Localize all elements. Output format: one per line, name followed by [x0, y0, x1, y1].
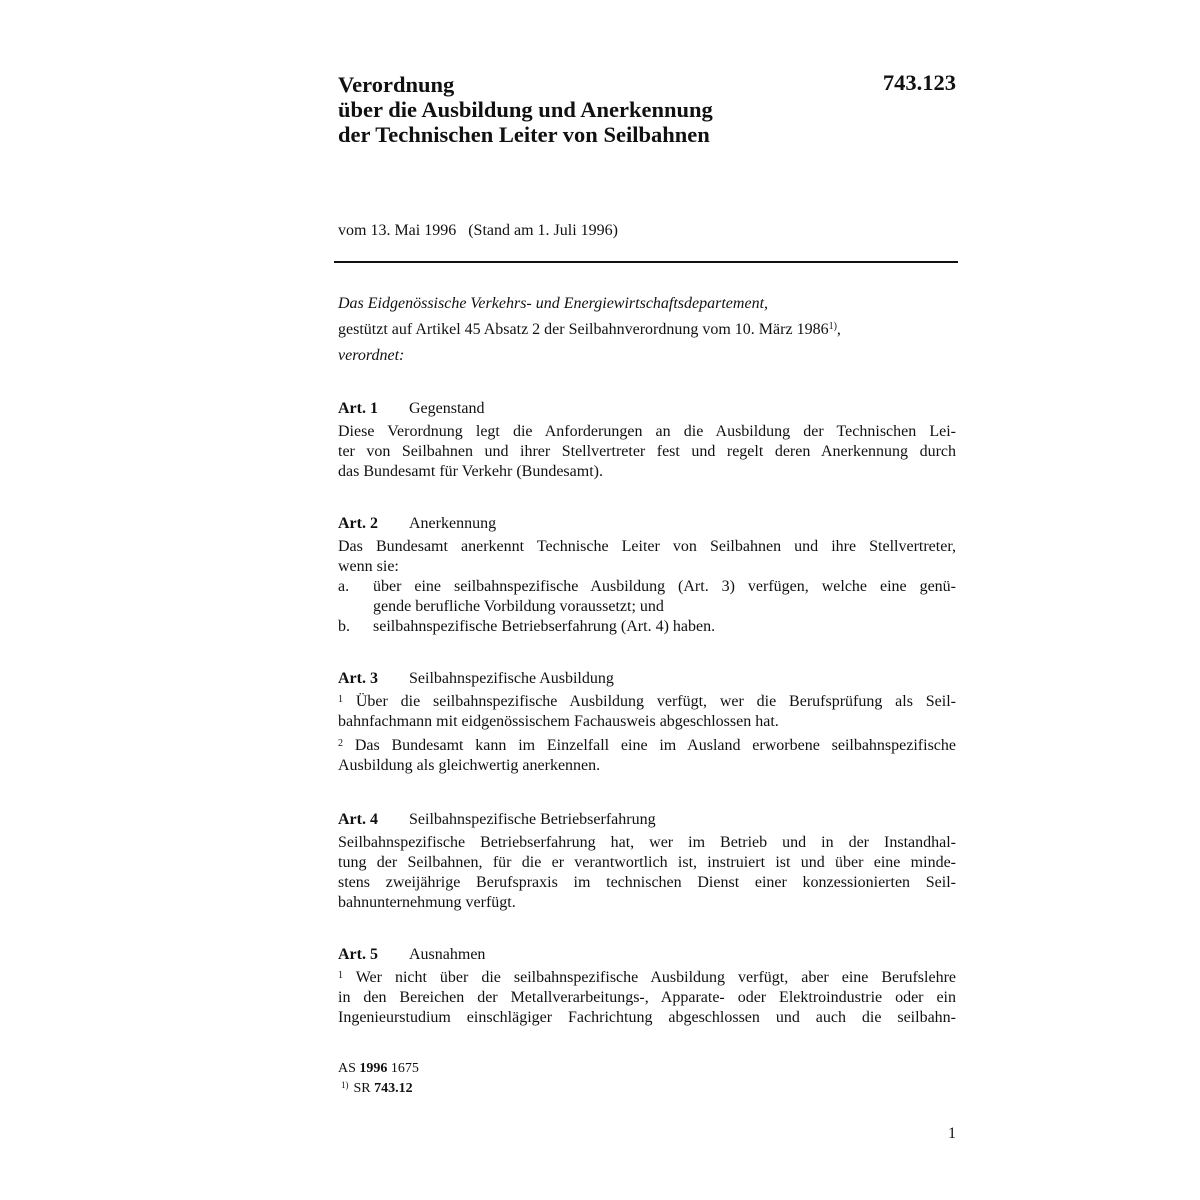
list-item-b — [338, 617, 956, 637]
paragraph-number: 1 — [338, 970, 343, 981]
page-number: 1 — [948, 1125, 956, 1142]
text-line: in den Bereichen der Metallverarbeitungs-, Apparate- oder Elektroindustrie oder ein — [338, 989, 956, 1006]
text-line: gende berufliche Vorbildung voraussetzt; und — [373, 598, 664, 615]
legal-basis-suffix: , — [836, 321, 841, 338]
text-line: bahnunternehmung verfügt. — [338, 894, 516, 911]
article-2 — [338, 514, 956, 637]
article-title: Ausnahmen — [409, 946, 486, 963]
enacting-authority: Das Eidgenössische Verkehrs- und Energiewirtschaftsdepartement, — [338, 295, 769, 312]
text-line: stens zweijährige Berufspraxis im technischen Dienst einer konzessionierten Seil- — [338, 874, 956, 891]
footnote-ref: 743.12 — [374, 1081, 413, 1096]
list-item-text — [373, 577, 956, 617]
footnote-reference[interactable]: 1) — [828, 321, 837, 332]
as-prefix: AS — [338, 1061, 356, 1076]
decree-formula: verordnet: — [338, 347, 405, 364]
footnote-mark: 1) — [341, 1080, 349, 1090]
text-line: Seilbahnspezifische Betriebserfahrung hat, wer im Betrieb und in der Instandhal- — [338, 834, 956, 851]
article-heading — [338, 399, 956, 419]
article-number: Art. 5 — [338, 946, 378, 963]
list-item-text — [373, 617, 956, 637]
text-line: über eine seilbahnspezifische Ausbildung (Art. 3) verfügen, welche eine genü- — [373, 578, 956, 595]
article-title: Seilbahnspezifische Ausbildung — [409, 670, 614, 687]
official-compilation-reference — [338, 1059, 419, 1079]
article-heading — [338, 669, 956, 689]
legal-basis-text: gestützt auf Artikel 45 Absatz 2 der Seilbahnverordnung vom 10. März 1986 — [338, 321, 829, 338]
list-item-letter: a. — [338, 578, 350, 595]
preamble — [338, 291, 956, 369]
paragraph-number: 1 — [338, 694, 343, 705]
text-line-content: Über die seilbahnspezifische Ausbildung verfügt, wer die Berufsprüfung als Seil- — [355, 693, 956, 710]
list-item-a — [338, 577, 956, 617]
article-paragraph — [338, 833, 956, 913]
article-number: Art. 4 — [338, 811, 378, 828]
text-line: Ausbildung als gleichwertig anerkennen. — [338, 757, 601, 774]
legal-basis — [338, 317, 956, 343]
article-title: Seilbahnspezifische Betriebserfahrung — [409, 811, 656, 828]
source-references — [338, 1059, 419, 1099]
title-line: über die Ausbildung und Anerkennung — [338, 97, 713, 122]
text-line: bahnfachmann mit eidgenössischem Fachausweis abgeschlossen hat. — [338, 713, 779, 730]
text-line — [338, 968, 956, 988]
article-title: Anerkennung — [409, 515, 497, 532]
text-line: wenn sie: — [338, 558, 399, 575]
text-line: ter von Seilbahnen und ihrer Stellvertreter fest und regelt deren Anerkennung durch — [338, 443, 956, 460]
text-line: tung der Seilbahnen, für die er verantwortlich ist, instruiert ist und über eine minde- — [338, 854, 956, 871]
text-line: das Bundesamt für Verkehr (Bundesamt). — [338, 463, 603, 480]
text-line: Das Bundesamt anerkennt Technische Leiter von Seilbahnen und ihre Stellvertreter, — [338, 538, 956, 555]
article-5 — [338, 945, 956, 1032]
paragraph-number: 2 — [338, 738, 343, 749]
article-heading — [338, 514, 956, 534]
text-line — [338, 692, 956, 712]
article-heading — [338, 810, 956, 830]
title-line: Verordnung — [338, 72, 455, 97]
text-line — [338, 736, 956, 756]
text-line: Diese Verordnung legt die Anforderungen an die Ausbildung der Technischen Lei- — [338, 423, 956, 440]
as-year: 1996 — [359, 1061, 388, 1076]
footnote-prefix: SR — [353, 1081, 371, 1096]
title-divider — [334, 261, 958, 263]
article-paragraph — [338, 537, 956, 577]
list-item-letter: b. — [338, 618, 350, 635]
article-3 — [338, 669, 956, 780]
date-line: vom 13. Mai 1996 (Stand am 1. Juli 1996) — [338, 222, 618, 239]
article-1 — [338, 399, 956, 486]
text-line-content: Wer nicht über die seilbahnspezifische Ausbildung verfügt, aber eine Berufslehre — [355, 969, 956, 986]
title-line: der Technischen Leiter von Seilbahnen — [338, 122, 710, 147]
article-4 — [338, 810, 956, 917]
footnote-1 — [338, 1079, 419, 1099]
article-paragraph — [338, 422, 956, 482]
as-page: 1675 — [390, 1061, 419, 1076]
text-line: Ingenieurstudium einschlägiger Fachrichtung abgeschlossen und auch die seilbahn- — [338, 1009, 956, 1026]
article-paragraph-1 — [338, 692, 956, 732]
text-line-content: Das Bundesamt kann im Einzelfall eine im Ausland erworbene seilbahnspezifische — [354, 737, 957, 754]
article-heading — [338, 945, 956, 965]
article-number: Art. 2 — [338, 515, 378, 532]
text-line: seilbahnspezifische Betriebserfahrung (Art. 4) haben. — [373, 618, 716, 635]
article-paragraph-2 — [338, 736, 956, 776]
article-number: Art. 1 — [338, 400, 378, 417]
article-title: Gegenstand — [409, 400, 485, 417]
sr-number: 743.123 — [882, 70, 956, 95]
article-paragraph-1 — [338, 968, 956, 1028]
article-number: Art. 3 — [338, 670, 378, 687]
